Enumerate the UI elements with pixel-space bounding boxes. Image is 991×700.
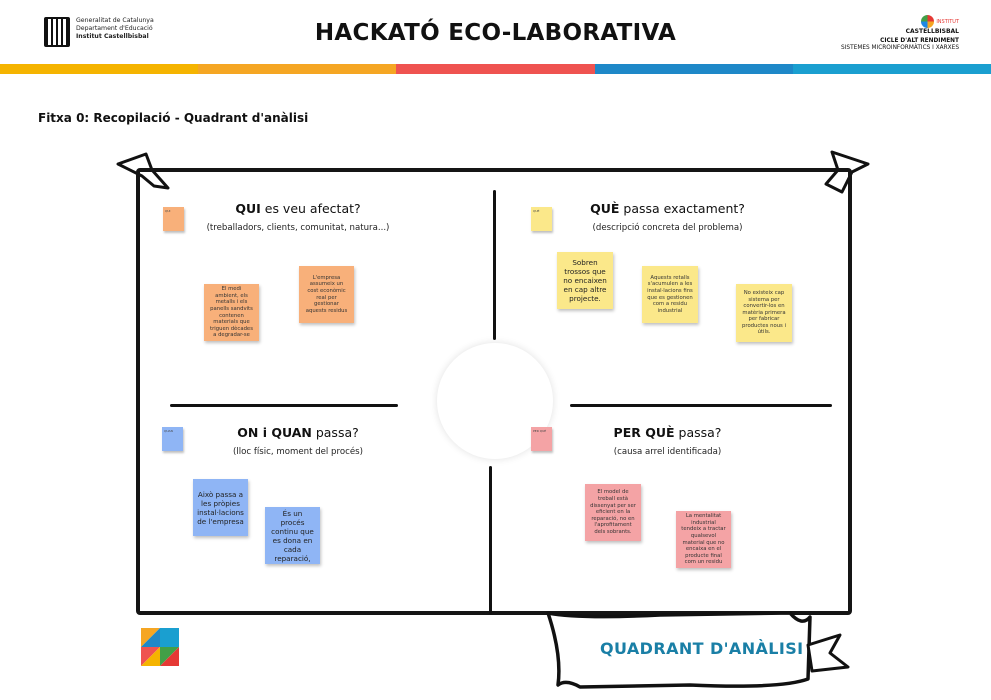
quadrant-title-rest: passa? — [674, 425, 722, 440]
logo-line-1: Generalitat de Catalunya — [76, 17, 154, 24]
quadrant-title-rest: es veu afectat? — [260, 201, 361, 216]
quadrant-title-rest: passa exactament? — [619, 201, 745, 216]
sticky-note[interactable]: L'empresa assumeix un cost econòmic real per gestionar aquests residus — [299, 266, 354, 323]
quadrant-qui-subtitle: (treballadors, clients, comunitat, natura...) — [206, 223, 390, 233]
quadrant-title-bold: QUI — [235, 201, 261, 216]
sticky-note[interactable]: Això passa a les pròpies instal·lacions de l'empresa — [193, 479, 248, 536]
divider-top — [493, 190, 496, 340]
institut-logo — [799, 15, 959, 52]
quadrant-title-bold: ON i QUAN — [237, 425, 312, 440]
tangram-logo-icon — [141, 628, 179, 666]
course-label: SISTEMES MICROINFORMÀTICS I XARXES — [841, 45, 959, 51]
color-bar-segment — [396, 64, 594, 74]
sticky-note[interactable]: El medi ambient, els metalls i els panells sandvits contenen materials que triguen dècades a degradar-se — [204, 284, 259, 341]
color-bar-segment — [793, 64, 991, 74]
quadrant-title-bold: PER QUÈ — [613, 425, 675, 440]
quadrant-title-rest: passa? — [311, 425, 359, 440]
logo-line-3: Institut Castellbisbal — [76, 33, 149, 40]
institut-label: INSTITUT — [936, 19, 959, 25]
sticky-note[interactable]: És un procés continu que es dona en cada reparació, — [265, 507, 320, 564]
logo-line-2: Departament d'Educació — [76, 25, 153, 32]
quadrant-perque-title — [560, 425, 775, 440]
quadrant-que-subtitle: (descripció concreta del problema) — [592, 223, 743, 233]
sticky-tag[interactable]: PER QUÈ — [531, 427, 552, 451]
sticky-note[interactable]: Aquests retalls s'acumulen a les instal·lacions fins que es gestionen com a residu industrial — [642, 266, 698, 323]
quadrant-on-title — [188, 425, 408, 440]
quadrant-qui-title — [188, 201, 408, 216]
institut-mark-icon — [921, 15, 934, 28]
divider-left — [170, 404, 398, 407]
color-bar-segment — [198, 64, 396, 74]
banner-title: QUADRANT D'ANÀLISI — [600, 639, 804, 658]
sticky-tag[interactable]: QUI — [163, 207, 184, 231]
header-color-bar — [0, 64, 991, 74]
page-title: HACKATÓ ECO-LABORATIVA — [314, 20, 677, 46]
quadrant-que-title — [560, 201, 775, 216]
sticky-tag[interactable]: QUÈ — [531, 207, 552, 231]
quadrant-title-bold: QUÈ — [590, 201, 620, 216]
color-bar-segment — [595, 64, 793, 74]
sticky-note[interactable]: El model de treball està dissenyat per ser eficient en la reparació, no en l'aprofitament dels sobrants. — [585, 484, 641, 541]
sticky-note[interactable]: Sobren trossos que no encaixen en cap altre projecte. — [557, 252, 613, 309]
cicle-label: CICLE D'ALT RENDIMENT — [880, 38, 959, 44]
sticky-note[interactable]: No existeix cap sistema per convertir-los en matèria primera per fabricar productes nous i útils. — [736, 284, 792, 342]
divider-right — [570, 404, 832, 407]
sheet-title: Fitxa 0: Recopilació - Quadrant d'anàlisi — [38, 111, 309, 125]
institut-name: CASTELLBISBAL — [905, 28, 959, 35]
sticky-note[interactable]: La mentalitat industrial tendeix a tractar qualsevol material que no encaixa en el producte final com un residu — [676, 511, 731, 568]
divider-bottom — [489, 466, 492, 614]
color-bar-segment — [0, 64, 198, 74]
quadrant-on-subtitle: (lloc físic, moment del procés) — [233, 447, 363, 457]
sticky-tag[interactable]: QUAN — [162, 427, 183, 451]
quadrant-perque-subtitle: (causa arrel identificada) — [613, 447, 722, 457]
